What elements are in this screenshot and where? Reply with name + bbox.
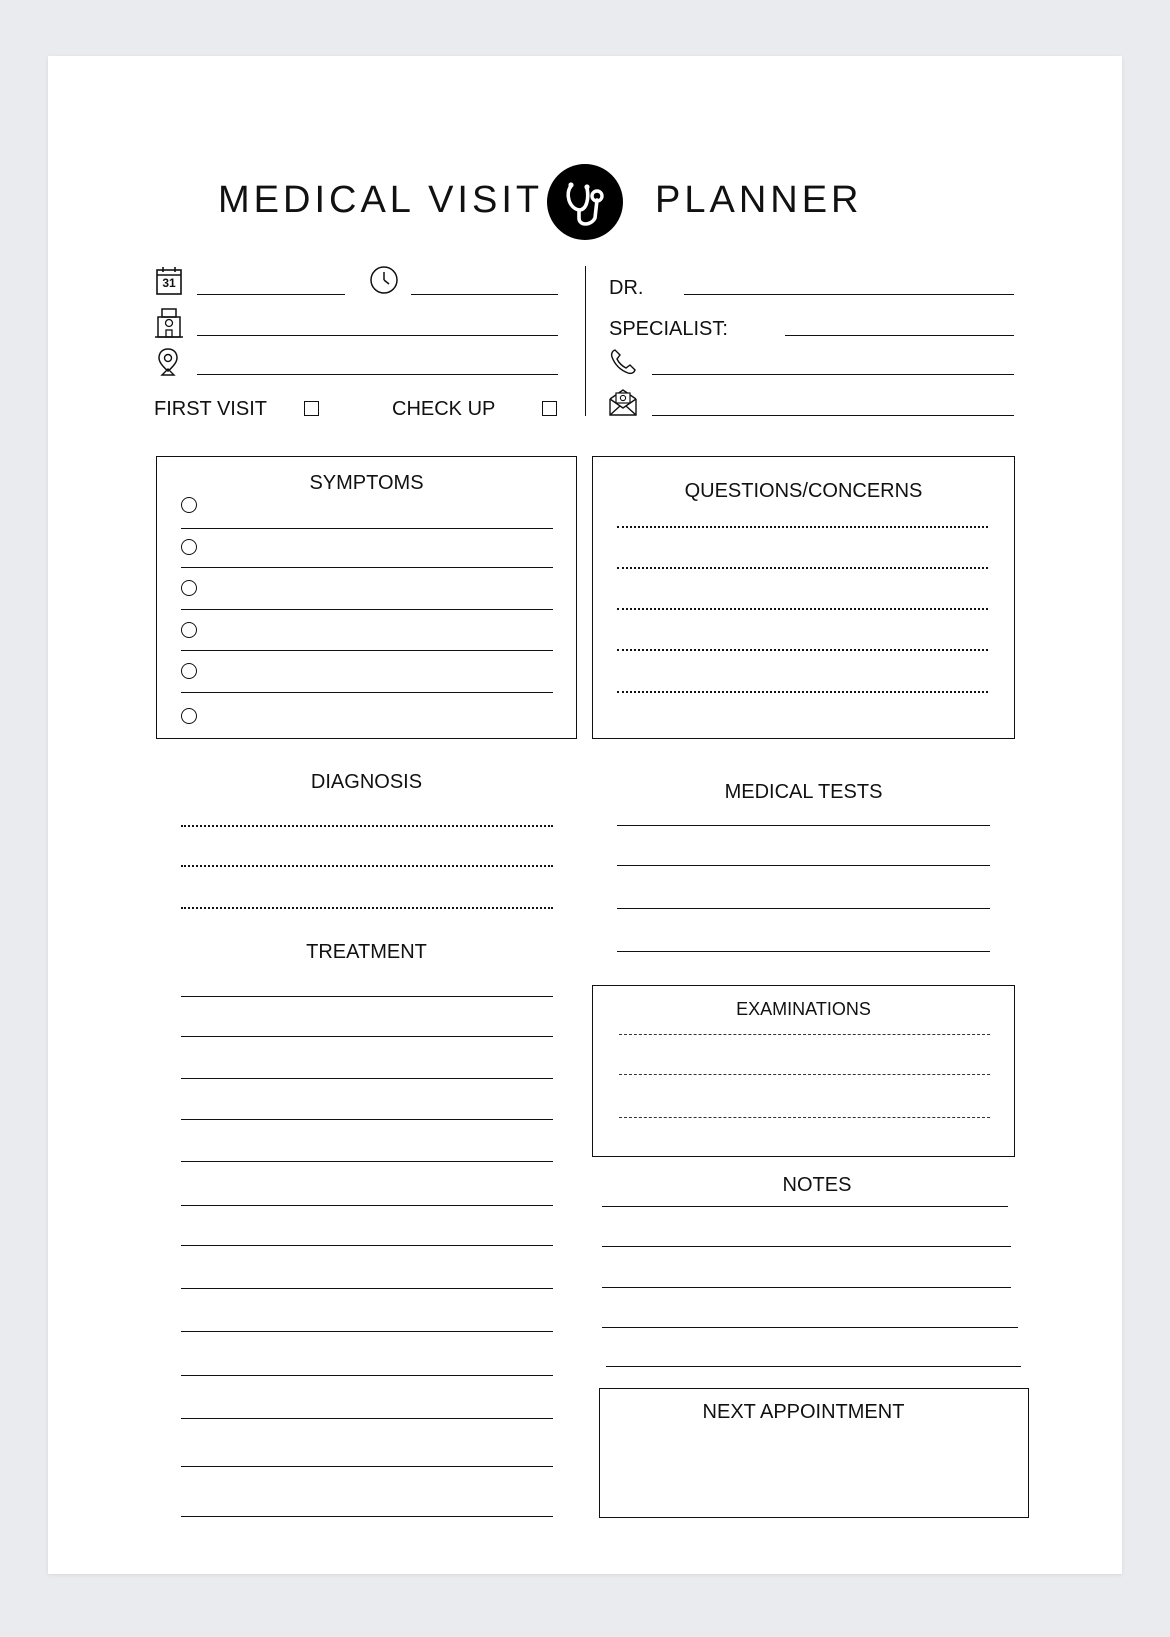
symptom-line[interactable] xyxy=(181,650,553,651)
hospital-icon xyxy=(155,307,183,344)
treatment-line[interactable] xyxy=(181,1036,553,1037)
phone-field[interactable] xyxy=(652,374,1014,375)
specialist-label: SPECIALIST: xyxy=(609,318,728,340)
question-line[interactable] xyxy=(617,526,988,528)
questions-heading: QUESTIONS/CONCERNS xyxy=(684,480,923,502)
title-left: MEDICAL VISIT xyxy=(218,179,544,221)
notes-heading: NOTES xyxy=(782,1174,852,1196)
notes-line[interactable] xyxy=(602,1287,1011,1288)
stethoscope-icon xyxy=(547,164,623,240)
symptoms-heading: SYMPTOMS xyxy=(309,472,424,494)
symptom-checkbox[interactable] xyxy=(181,663,197,679)
location-pin-icon xyxy=(157,347,179,382)
notes-line[interactable] xyxy=(602,1327,1018,1328)
first-visit-checkbox[interactable] xyxy=(304,401,319,416)
treatment-heading: TREATMENT xyxy=(306,941,427,963)
symptom-line[interactable] xyxy=(181,528,553,529)
symptom-checkbox[interactable] xyxy=(181,539,197,555)
treatment-line[interactable] xyxy=(181,1375,553,1376)
treatment-line[interactable] xyxy=(181,1418,553,1419)
specialist-field[interactable] xyxy=(785,335,1014,336)
doctor-label: DR. xyxy=(609,277,644,299)
first-visit-label: FIRST VISIT xyxy=(154,398,267,420)
question-line[interactable] xyxy=(617,567,988,569)
question-line[interactable] xyxy=(617,608,988,610)
treatment-line[interactable] xyxy=(181,1288,553,1289)
next-appointment-heading: NEXT APPOINTMENT xyxy=(702,1401,905,1423)
treatment-line[interactable] xyxy=(181,1078,553,1079)
medical-test-line[interactable] xyxy=(617,951,990,952)
question-line[interactable] xyxy=(617,691,988,693)
notes-line[interactable] xyxy=(602,1206,1008,1207)
medical-test-line[interactable] xyxy=(617,865,990,866)
email-field[interactable] xyxy=(652,415,1014,416)
date-field[interactable] xyxy=(197,294,345,295)
diagnosis-line[interactable] xyxy=(181,825,553,827)
examinations-heading: EXAMINATIONS xyxy=(736,999,871,1019)
symptom-line[interactable] xyxy=(181,609,553,610)
symptom-checkbox[interactable] xyxy=(181,708,197,724)
treatment-line[interactable] xyxy=(181,1466,553,1467)
treatment-line[interactable] xyxy=(181,1331,553,1332)
notes-line[interactable] xyxy=(602,1246,1011,1247)
symptoms-box xyxy=(156,456,577,739)
treatment-line[interactable] xyxy=(181,1119,553,1120)
symptom-line[interactable] xyxy=(181,692,553,693)
examination-line[interactable] xyxy=(619,1034,990,1035)
email-icon xyxy=(607,386,639,423)
examination-line[interactable] xyxy=(619,1074,990,1075)
medical-test-line[interactable] xyxy=(617,908,990,909)
examination-line[interactable] xyxy=(619,1117,990,1118)
title-right: PLANNER xyxy=(655,179,863,221)
diagnosis-heading: DIAGNOSIS xyxy=(310,771,423,793)
symptom-checkbox[interactable] xyxy=(181,497,197,513)
check-up-label: CHECK UP xyxy=(392,398,496,420)
diagnosis-line[interactable] xyxy=(181,865,553,867)
symptom-line[interactable] xyxy=(181,567,553,568)
calendar-icon xyxy=(155,266,183,301)
question-line[interactable] xyxy=(617,649,988,651)
treatment-line[interactable] xyxy=(181,1161,553,1162)
treatment-line[interactable] xyxy=(181,1205,553,1206)
check-up-checkbox[interactable] xyxy=(542,401,557,416)
treatment-line[interactable] xyxy=(181,1245,553,1246)
diagnosis-line[interactable] xyxy=(181,907,553,909)
symptom-checkbox[interactable] xyxy=(181,580,197,596)
medical-test-line[interactable] xyxy=(617,825,990,826)
symptom-checkbox[interactable] xyxy=(181,622,197,638)
doctor-field[interactable] xyxy=(684,294,1014,295)
treatment-line[interactable] xyxy=(181,996,553,997)
notes-line[interactable] xyxy=(606,1366,1021,1367)
time-field[interactable] xyxy=(411,294,558,295)
calendar-day: 31 xyxy=(162,276,176,290)
header-divider xyxy=(585,266,586,416)
medical-tests-heading: MEDICAL TESTS xyxy=(724,781,883,803)
hospital-field[interactable] xyxy=(197,335,558,336)
treatment-line[interactable] xyxy=(181,1516,553,1517)
clock-icon xyxy=(369,265,399,300)
address-field[interactable] xyxy=(197,374,558,375)
phone-icon xyxy=(609,348,637,381)
